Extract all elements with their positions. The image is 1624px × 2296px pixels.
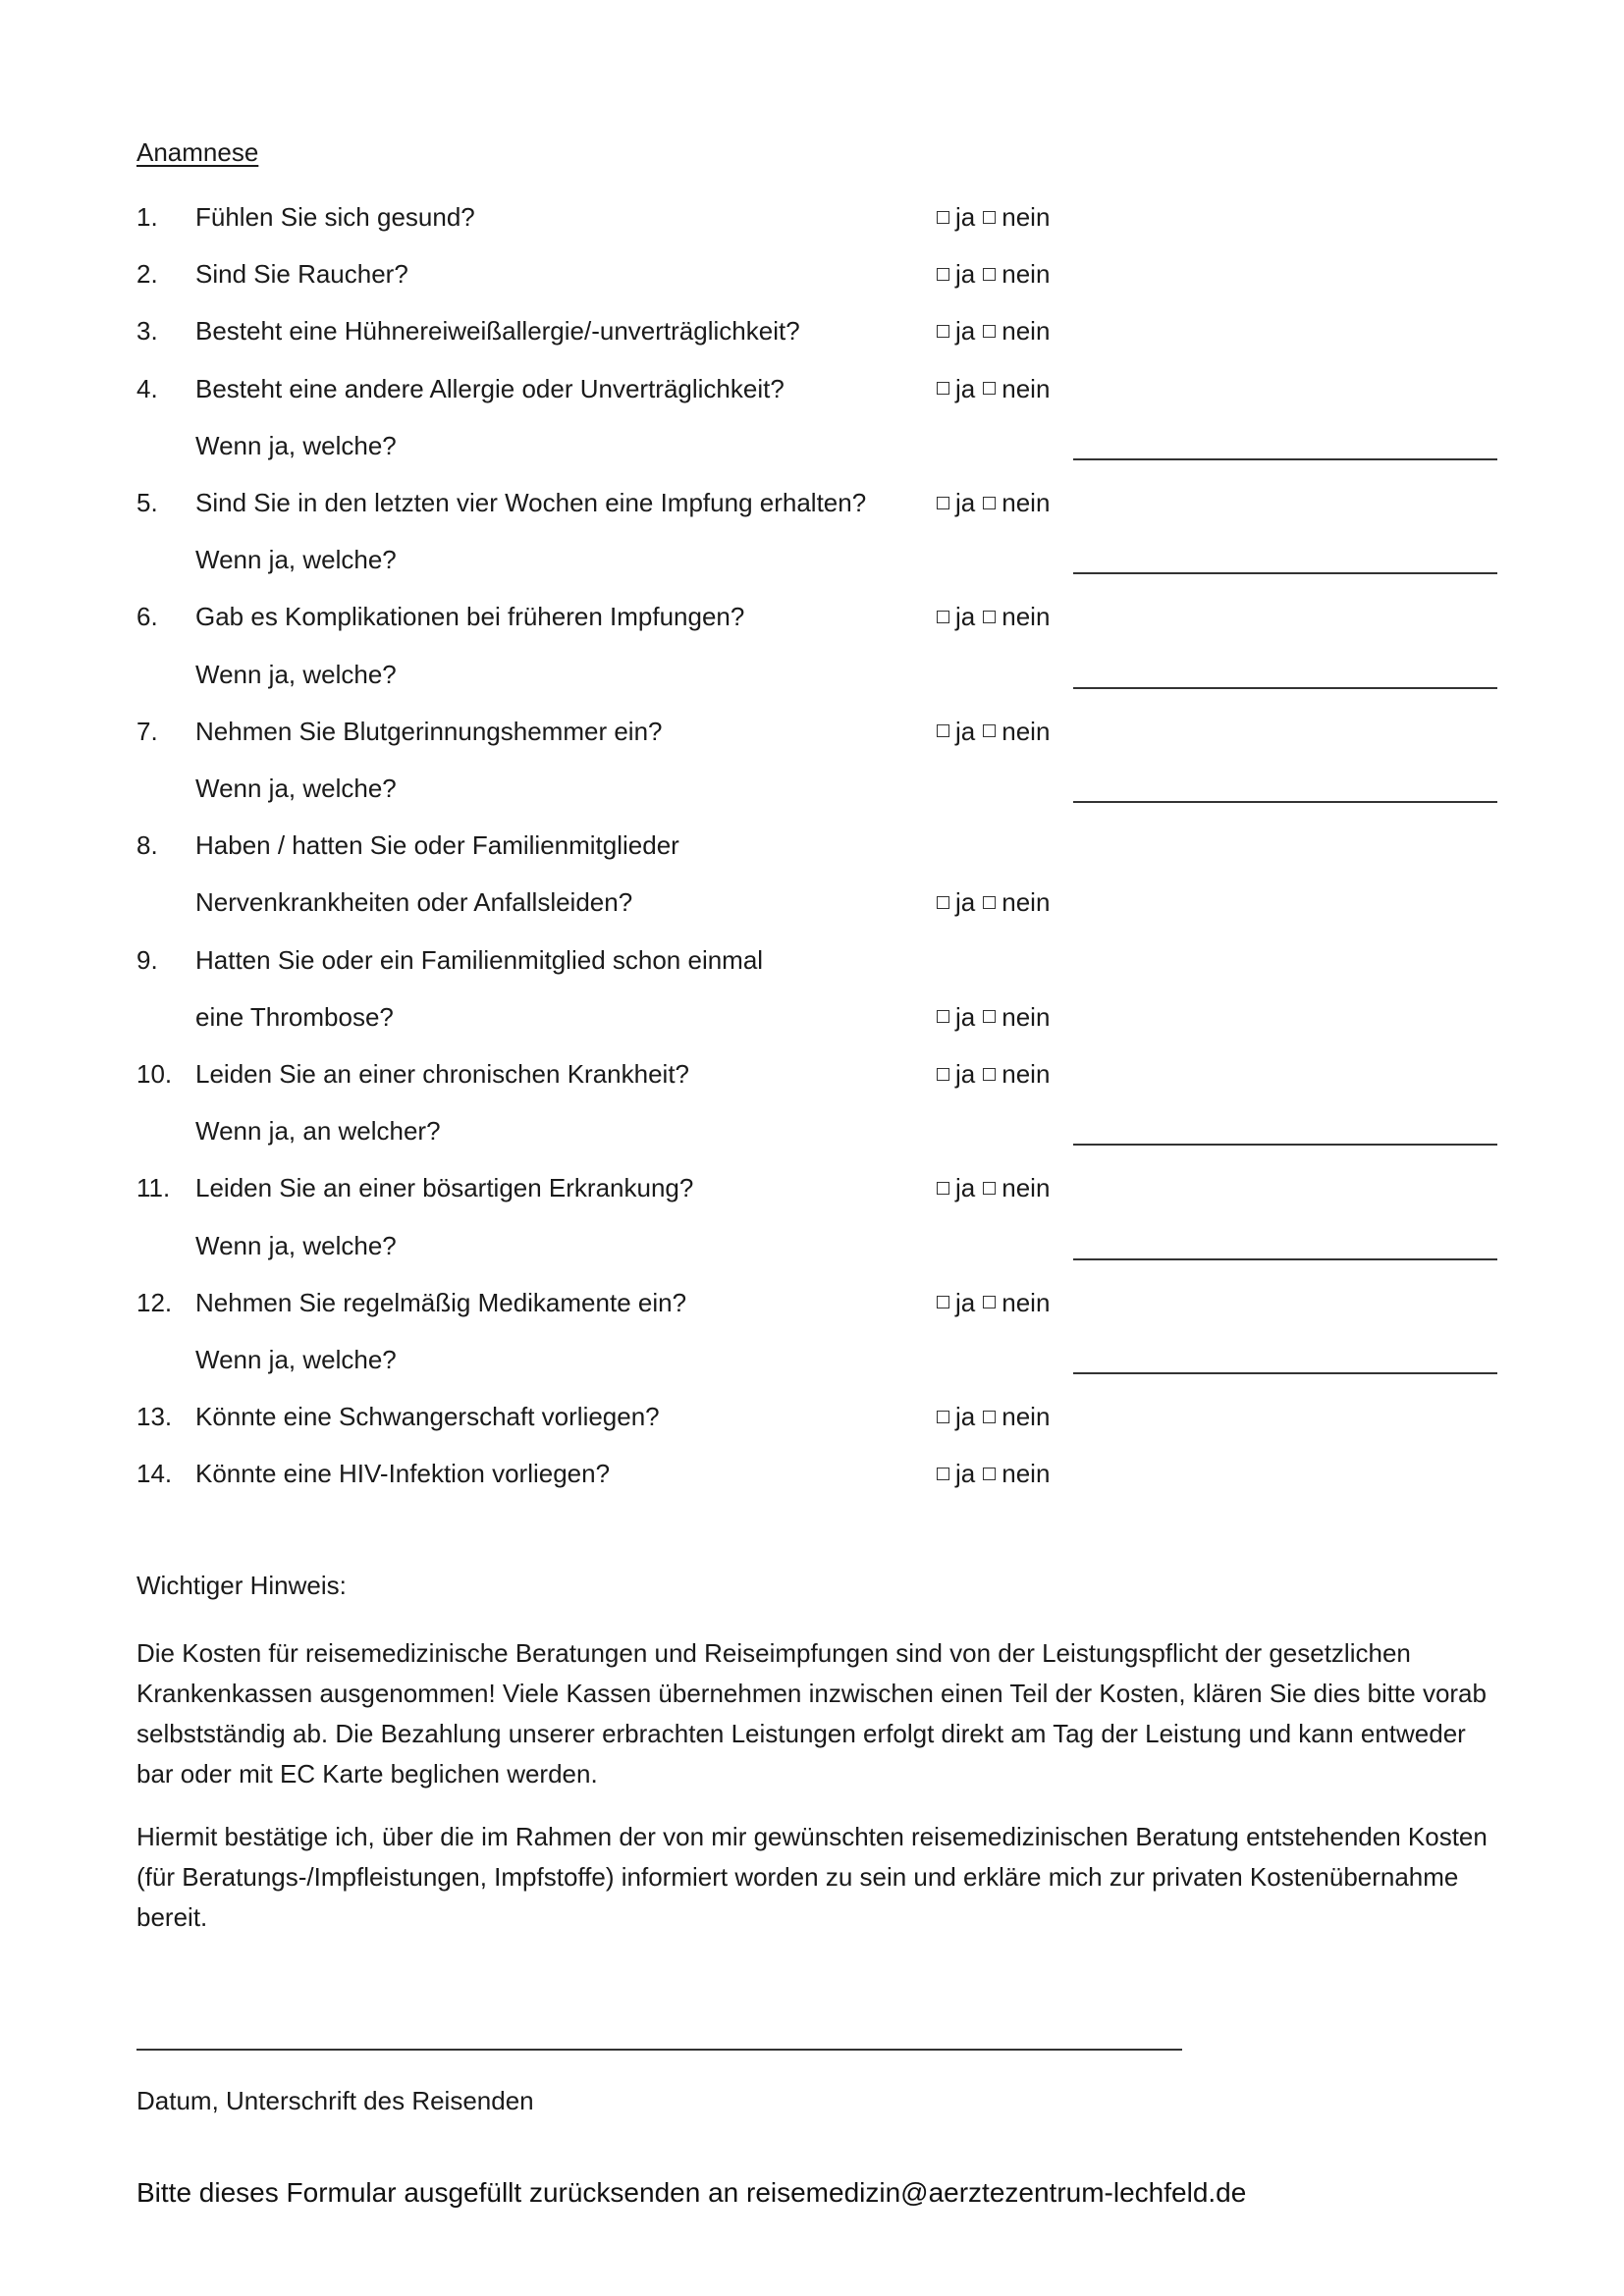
no-label: nein (1001, 202, 1051, 232)
answer-blank-line[interactable] (1073, 572, 1497, 574)
yes-no-choice (937, 882, 1050, 922)
question-text: Haben / hatten Sie oder Familienmitglieder (195, 830, 679, 861)
answer-blank-line[interactable] (1073, 458, 1497, 460)
followup-row (0, 769, 1624, 808)
no-checkbox[interactable] (983, 896, 996, 909)
yes-label: ja (955, 316, 976, 347)
yes-no-choice (937, 1168, 1050, 1207)
answer-blank-line[interactable] (1073, 801, 1497, 803)
question-text: Sind Sie in den letzten vier Wochen eine Impfung erhalten? (195, 488, 867, 517)
yes-checkbox[interactable] (937, 1296, 949, 1308)
question-number: 6. (136, 602, 158, 632)
followup-row (0, 1226, 1624, 1265)
question-row (0, 369, 1624, 408)
no-checkbox[interactable] (983, 1468, 996, 1480)
question-text: Gab es Komplikationen bei früheren Impfungen? (195, 602, 745, 632)
no-checkbox[interactable] (983, 1411, 996, 1423)
question-number: 1. (136, 202, 158, 232)
question-text: Besteht eine Hühnereiweißallergie/-unverträglichkeit? (195, 316, 800, 347)
followup-row (0, 1111, 1624, 1150)
yes-checkbox[interactable] (937, 611, 949, 623)
question-text: Leiden Sie an einer bösartigen Erkrankung? (195, 1173, 694, 1203)
yes-checkbox[interactable] (937, 1468, 949, 1480)
answer-blank-line[interactable] (1073, 1144, 1497, 1146)
no-checkbox[interactable] (983, 1182, 996, 1195)
followup-label: Wenn ja, welche? (195, 1230, 397, 1260)
question-row (0, 597, 1624, 636)
question-text: Leiden Sie an einer chronischen Krankheit? (195, 1059, 690, 1089)
no-label: nein (1001, 1459, 1051, 1489)
yes-checkbox[interactable] (937, 211, 949, 224)
yes-label: ja (955, 716, 976, 746)
yes-no-choice (937, 254, 1050, 294)
no-checkbox[interactable] (983, 325, 996, 338)
yes-no-choice (937, 311, 1050, 350)
yes-checkbox[interactable] (937, 497, 949, 509)
question-text-continued: eine Thrombose? (195, 1001, 394, 1032)
yes-no-choice (937, 483, 1050, 522)
question-number: 4. (136, 373, 158, 403)
question-number: 8. (136, 830, 158, 861)
no-label: nein (1001, 373, 1051, 403)
question-row (0, 1397, 1624, 1436)
no-label: nein (1001, 316, 1051, 347)
question-text: Nehmen Sie Blutgerinnungshemmer ein? (195, 716, 663, 746)
question-number: 2. (136, 259, 158, 290)
no-label: nein (1001, 488, 1051, 517)
no-label: nein (1001, 1059, 1051, 1089)
question-row (0, 826, 1624, 865)
signature-label: Datum, Unterschrift des Reisenden (136, 2086, 534, 2115)
answer-blank-line[interactable] (1073, 687, 1497, 689)
yes-checkbox[interactable] (937, 1068, 949, 1081)
no-label: nein (1001, 887, 1051, 918)
yes-label: ja (955, 373, 976, 403)
question-number: 7. (136, 716, 158, 746)
no-label: nein (1001, 259, 1051, 290)
footer-note: Bitte dieses Formular ausgefüllt zurücksenden an reisemedizin@aerztezentrum-lechfeld.de (136, 2177, 1247, 2208)
question-number: 14. (136, 1459, 173, 1489)
yes-checkbox[interactable] (937, 896, 949, 909)
no-checkbox[interactable] (983, 1068, 996, 1081)
followup-row (0, 655, 1624, 694)
yes-checkbox[interactable] (937, 1182, 949, 1195)
no-label: nein (1001, 716, 1051, 746)
question-number: 13. (136, 1402, 173, 1432)
question-number: 11. (136, 1173, 171, 1203)
question-text: Sind Sie Raucher? (195, 259, 408, 290)
answer-blank-line[interactable] (1073, 1258, 1497, 1260)
no-label: nein (1001, 1402, 1051, 1432)
followup-row (0, 426, 1624, 465)
followup-row (0, 540, 1624, 579)
question-text: Könnte eine HIV-Infektion vorliegen? (195, 1459, 611, 1489)
yes-checkbox[interactable] (937, 382, 949, 395)
no-checkbox[interactable] (983, 611, 996, 623)
followup-label: Wenn ja, welche? (195, 774, 397, 803)
no-checkbox[interactable] (983, 382, 996, 395)
hint-title: Wichtiger Hinweis: (136, 1571, 347, 1600)
no-label: nein (1001, 1001, 1051, 1032)
hint-paragraph-2: Hiermit bestätige ich, über die im Rahmen der von mir gewünschten reisemedizinischen Beratung entstehenden Kosten (für Beratungs-/Impfleistungen, Impfstoffe) informiert worden zu sein und erkläre mich zur privaten Kostenübernahme bereit. (136, 1822, 1488, 1932)
question-text: Hatten Sie oder ein Familienmitglied schon einmal (195, 944, 764, 975)
question-row (0, 483, 1624, 522)
no-checkbox[interactable] (983, 268, 996, 281)
question-text-continued: Nervenkrankheiten oder Anfallsleiden? (195, 887, 633, 918)
signature-line[interactable] (136, 2049, 1182, 2051)
yes-label: ja (955, 202, 976, 232)
question-row (0, 1054, 1624, 1094)
followup-label: Wenn ja, welche? (195, 659, 397, 689)
question-row (0, 712, 1624, 751)
question-row (0, 197, 1624, 237)
yes-no-choice (937, 1454, 1050, 1493)
question-number: 10. (136, 1059, 173, 1089)
yes-no-choice (937, 712, 1050, 751)
yes-checkbox[interactable] (937, 268, 949, 281)
question-number: 5. (136, 488, 158, 517)
yes-no-choice (937, 1283, 1050, 1322)
yes-label: ja (955, 1001, 976, 1032)
no-checkbox[interactable] (983, 1010, 996, 1023)
question-row-continued (0, 882, 1624, 922)
no-checkbox[interactable] (983, 497, 996, 509)
question-text: Könnte eine Schwangerschaft vorliegen? (195, 1402, 660, 1432)
yes-checkbox[interactable] (937, 1010, 949, 1023)
followup-row (0, 1340, 1624, 1379)
question-number: 12. (136, 1287, 173, 1317)
followup-label: Wenn ja, welche? (195, 545, 397, 575)
question-row (0, 940, 1624, 980)
yes-checkbox[interactable] (937, 1411, 949, 1423)
yes-no-choice (937, 197, 1050, 237)
yes-label: ja (955, 1287, 976, 1317)
question-text: Nehmen Sie regelmäßig Medikamente ein? (195, 1287, 687, 1317)
yes-no-choice (937, 997, 1050, 1037)
question-number: 3. (136, 316, 158, 347)
hint-paragraph-1: Die Kosten für reisemedizinische Beratungen und Reiseimpfungen sind von der Leistungspflicht der gesetzlichen Krankenkassen ausgenommen! Viele Kassen übernehmen inzwischen einen Teil der Kosten, klären Sie dies bitte vorab selbstständig ab. Die Bezahlung unserer erbrachten Leistungen erfolgt direkt am Tag der Leistung und kann entweder bar oder mit EC Karte beglichen werden. (136, 1638, 1487, 1789)
yes-label: ja (955, 602, 976, 632)
yes-no-choice (937, 1397, 1050, 1436)
no-checkbox[interactable] (983, 211, 996, 224)
no-label: nein (1001, 1173, 1051, 1203)
followup-label: Wenn ja, welche? (195, 1345, 397, 1374)
followup-label: Wenn ja, welche? (195, 430, 397, 460)
question-row (0, 254, 1624, 294)
question-row (0, 1454, 1624, 1493)
yes-no-choice (937, 369, 1050, 408)
question-text: Besteht eine andere Allergie oder Unverträglichkeit? (195, 373, 785, 403)
question-row (0, 1283, 1624, 1322)
yes-label: ja (955, 1459, 976, 1489)
question-row (0, 1168, 1624, 1207)
question-text: Fühlen Sie sich gesund? (195, 202, 475, 232)
question-row-continued (0, 997, 1624, 1037)
yes-label: ja (955, 488, 976, 517)
no-checkbox[interactable] (983, 724, 996, 737)
yes-label: ja (955, 1059, 976, 1089)
yes-label: ja (955, 1402, 976, 1432)
yes-label: ja (955, 259, 976, 290)
section-title: Anamnese (136, 137, 259, 167)
yes-label: ja (955, 1173, 976, 1203)
yes-label: ja (955, 887, 976, 918)
no-label: nein (1001, 1287, 1051, 1317)
yes-checkbox[interactable] (937, 724, 949, 737)
question-number: 9. (136, 944, 158, 975)
question-row (0, 311, 1624, 350)
yes-no-choice (937, 597, 1050, 636)
yes-no-choice (937, 1054, 1050, 1094)
yes-checkbox[interactable] (937, 325, 949, 338)
no-label: nein (1001, 602, 1051, 632)
answer-blank-line[interactable] (1073, 1372, 1497, 1374)
no-checkbox[interactable] (983, 1296, 996, 1308)
followup-label: Wenn ja, an welcher? (195, 1116, 441, 1147)
